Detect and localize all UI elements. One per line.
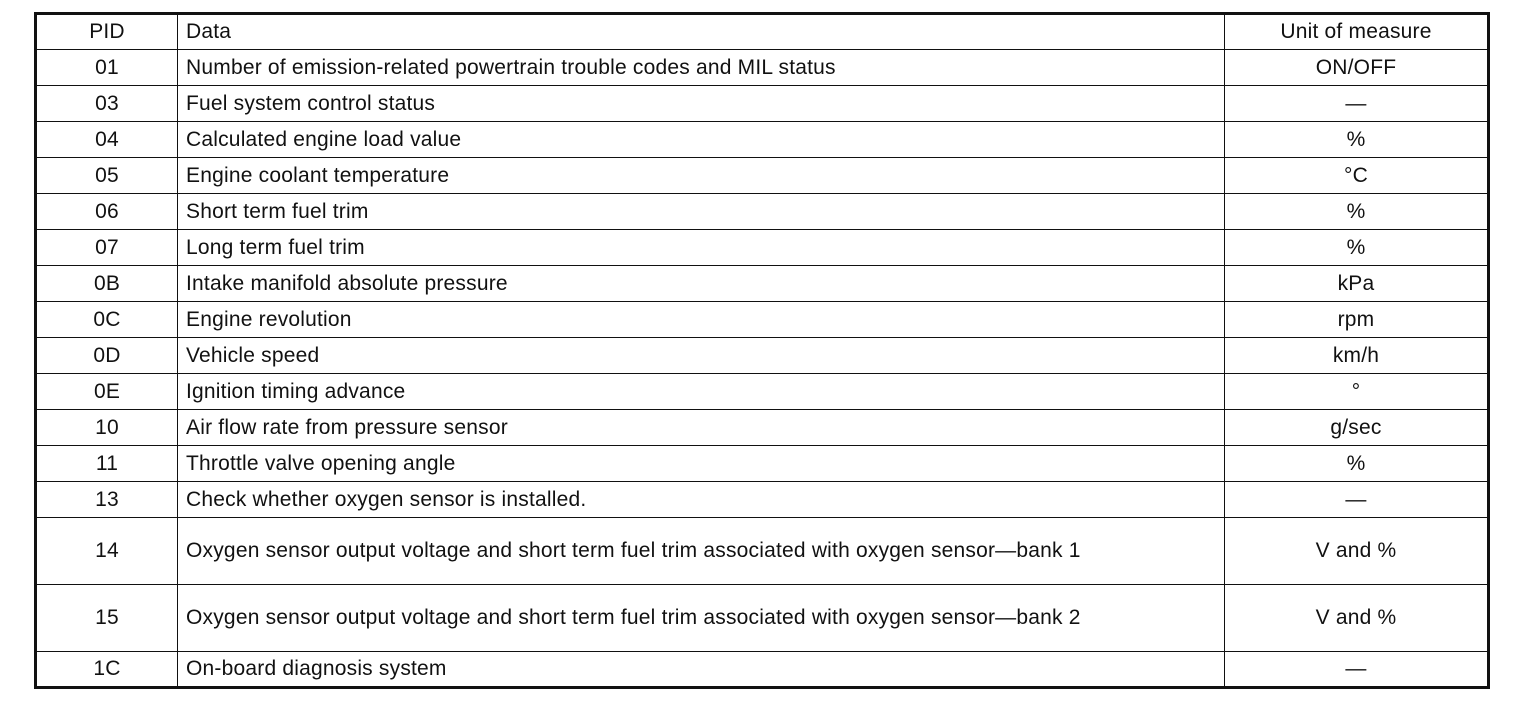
- unit-cell: —: [1225, 652, 1489, 688]
- table-row: [36, 585, 1489, 652]
- table-row: [36, 194, 1489, 230]
- data-cell: Check whether oxygen sensor is installed.: [178, 482, 1225, 518]
- unit-cell: kPa: [1225, 266, 1489, 302]
- table-row: [36, 410, 1489, 446]
- unit-cell: %: [1225, 230, 1489, 266]
- pid-cell: 0C: [36, 302, 178, 338]
- table-row: [36, 50, 1489, 86]
- table-row: [36, 122, 1489, 158]
- pid-cell: 05: [36, 158, 178, 194]
- table-row: [36, 482, 1489, 518]
- unit-cell: km/h: [1225, 338, 1489, 374]
- table-row: [36, 652, 1489, 688]
- pid-cell: 11: [36, 446, 178, 482]
- pid-table: [34, 12, 1490, 689]
- data-cell: Calculated engine load value: [178, 122, 1225, 158]
- data-cell: On-board diagnosis system: [178, 652, 1225, 688]
- unit-cell: —: [1225, 482, 1489, 518]
- data-cell: [178, 518, 1225, 585]
- unit-cell: °C: [1225, 158, 1489, 194]
- unit-cell: V and %: [1225, 518, 1489, 585]
- header-pid: PID: [36, 14, 178, 50]
- table-row: [36, 446, 1489, 482]
- data-cell: Air flow rate from pressure sensor: [178, 410, 1225, 446]
- pid-cell: 07: [36, 230, 178, 266]
- unit-cell: %: [1225, 122, 1489, 158]
- pid-cell: 1C: [36, 652, 178, 688]
- pid-cell: 06: [36, 194, 178, 230]
- data-cell-text: Oxygen sensor output voltage and short term fuel trim associated with oxygen sensor—bank 2: [186, 606, 1081, 629]
- data-cell: [178, 585, 1225, 652]
- table-row: [36, 518, 1489, 585]
- data-cell: Intake manifold absolute pressure: [178, 266, 1225, 302]
- unit-cell: ON/OFF: [1225, 50, 1489, 86]
- data-cell: Engine revolution: [178, 302, 1225, 338]
- unit-cell: g/sec: [1225, 410, 1489, 446]
- table-row: [36, 230, 1489, 266]
- pid-cell: 03: [36, 86, 178, 122]
- pid-cell: 0E: [36, 374, 178, 410]
- pid-cell: 0D: [36, 338, 178, 374]
- pid-cell: 10: [36, 410, 178, 446]
- table-row: [36, 302, 1489, 338]
- pid-cell: 15: [36, 585, 178, 652]
- data-cell: Vehicle speed: [178, 338, 1225, 374]
- data-cell-text: Oxygen sensor output voltage and short term fuel trim associated with oxygen sensor—bank 1: [186, 539, 1081, 562]
- data-cell: Short term fuel trim: [178, 194, 1225, 230]
- data-cell: Throttle valve opening angle: [178, 446, 1225, 482]
- table-row: [36, 266, 1489, 302]
- table-header-row: [36, 14, 1489, 50]
- table-row: [36, 374, 1489, 410]
- table-row: [36, 338, 1489, 374]
- data-cell: Long term fuel trim: [178, 230, 1225, 266]
- header-unit: Unit of measure: [1225, 14, 1489, 50]
- table-row: [36, 86, 1489, 122]
- pid-cell: 04: [36, 122, 178, 158]
- unit-cell: rpm: [1225, 302, 1489, 338]
- unit-cell: %: [1225, 446, 1489, 482]
- pid-cell: 13: [36, 482, 178, 518]
- header-data: Data: [178, 14, 1225, 50]
- unit-cell: —: [1225, 86, 1489, 122]
- data-cell: Number of emission-related powertrain trouble codes and MIL status: [178, 50, 1225, 86]
- data-cell: Ignition timing advance: [178, 374, 1225, 410]
- data-cell: Fuel system control status: [178, 86, 1225, 122]
- table-row: [36, 158, 1489, 194]
- unit-cell: %: [1225, 194, 1489, 230]
- pid-cell: 0B: [36, 266, 178, 302]
- data-cell: Engine coolant temperature: [178, 158, 1225, 194]
- pid-cell: 14: [36, 518, 178, 585]
- unit-cell: V and %: [1225, 585, 1489, 652]
- pid-cell: 01: [36, 50, 178, 86]
- unit-cell: °: [1225, 374, 1489, 410]
